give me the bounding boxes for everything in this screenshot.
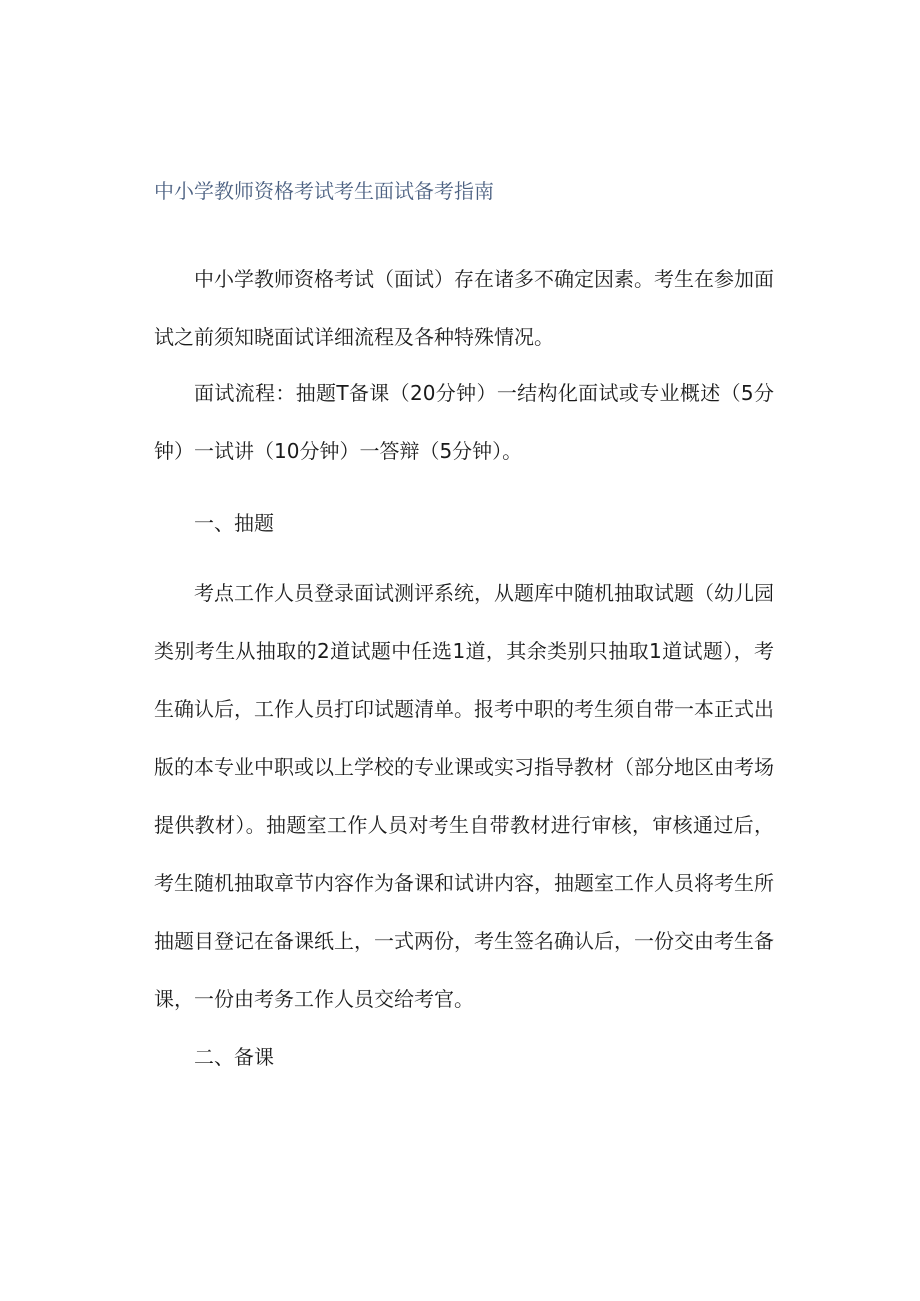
section-heading-draw-question: 一、抽题 bbox=[194, 511, 274, 535]
document-title: 中小学教师资格考试考生面试备考指南 bbox=[154, 179, 494, 203]
intro-paragraph: 中小学教师资格考试（面试）存在诸多不确定因素。考生在参加面试之前须知晓面试详细流程及各种特殊情况。 bbox=[154, 267, 774, 349]
process-paragraph: 面试流程：抽题T备课（20分钟）一结构化面试或专业概述（5分钟）一试讲（10分钟）一答辩（5分钟）。 bbox=[154, 381, 774, 463]
section-heading-lesson-prep: 二、备课 bbox=[194, 1045, 274, 1069]
draw-question-paragraph: 考点工作人员登录面试测评系统，从题库中随机抽取试题（幼儿园类别考生从抽取的2道试题中任选1道，其余类别只抽取1道试题），考生确认后，工作人员打印试题清单。报考中职的考生须自带一本正式出版的本专业中职或以上学校的专业课或实习指导教材（部分地区由考场提供教材）。抽题室工作人员对考生自带教材进行审核，审核通过后，考生随机抽取章节内容作为备课和试讲内容，抽题室工作人员将考生所抽题目登记在备课纸上，一式两份，考生签名确认后，一份交由考生备课，一份由考务工作人员交给考官。 bbox=[154, 581, 774, 1011]
